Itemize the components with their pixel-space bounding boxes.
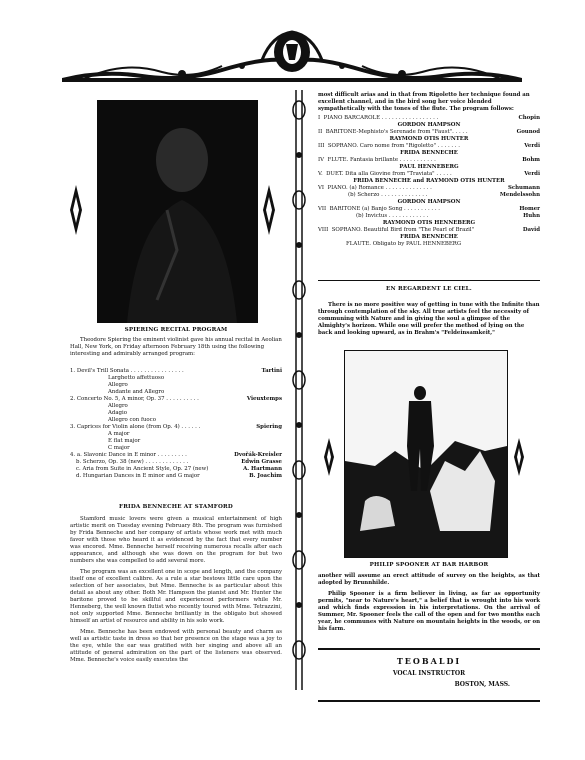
program-entry: (b) Invictus . . . . . . . . . . . . Huhn RAYMOND OTIS HENNEBERG bbox=[356, 213, 540, 226]
program-entry: VII BARITONE (a) Banjo Song . . . . . . . . . . . Homer bbox=[318, 206, 540, 212]
program-entry: I PIANO BARCAROLE . . . . . . . . . . . . . . . . . Chopin GORDON HAMPSON bbox=[318, 115, 540, 128]
program-entry: V. DUET. Dita alla Giovine from "Traviata" . . . . . Verdi FRIDA BENNECHE and RAYMOND OTIS HUNTER bbox=[318, 171, 540, 184]
program-entry: II BARITONE-Mephisto's Serenade from "Faust". . . . . Gounod RAYMOND OTIS HUNTER bbox=[318, 129, 540, 142]
program-entry: FLAUTE. Obligato by PAUL HENNEBERG bbox=[346, 241, 462, 247]
spiering-intro: Theodore Spiering the eminent violinist gave his annual recital in Aeolian Hall, New York, on Friday afternoon February 18th using the following interesting and admirably arranged program: bbox=[70, 337, 282, 357]
bar-harbor-photo bbox=[344, 350, 508, 558]
ciel-body: another will assume an erect attitude of survey on the heights, as that adopted by Brunnhilde. Philip Spooner is a firm believer in living, as far as opportunity permits, "near to Nature's heart," a belief that is wrought into his work and which finds expression in his interpretations. On the arrival of Summer, Mr. Spooner feels the call of the open and for two months each year, he communes with Nature on mountain heights in the woods, or on his farm. bbox=[318, 573, 540, 632]
program-entry: (b) Scherzo . . . . . . . . . . . . . . Mendelssohn GORDON HAMPSON bbox=[348, 192, 540, 205]
beneche-body: Stamford music lovers were given a musical entertainment of high artistic merit on Tuesday evening February 8th. The program was furnished by Frida Benneche and her company of artists whose work met with much favor with those who heard it as evidenced by the fact that every number was encored. Mme. Benneche herself receiving numerous recalls after each appearance, and although she was down on the program for but two numbers she was compelled to add several more. The program was an excellent one in scope and length, and the company itself one of excellent calibre. As a rule a star bestows little care upon the selection of her associates, but Mme. Benneche is as particular about this detail as about any other. Both Mr. Hampson the pianist and Mr. Hunter the baritone proved to be skillful and experienced performers while Mr. Henneberg, the well known flutist who recently toured with Mme. Tetrazzini, not only supported Mme. Benneche brilliantly in the obligato but showed himself an artist of resource and ability in his solo work. Mme. Benneche has been endowed with personal beauty and charm as well as artistic taste in dress so that her presence on the stage was a joy to the eye, while the ear was gratified with her singing and above all an attitude of general admiration on the part of the listeners was observed. Mme. Benneche's voice easily executes the bbox=[70, 516, 282, 663]
spiering-heading: SPIERING RECITAL PROGRAM bbox=[124, 327, 228, 333]
program-item: 2. Concerto No. 5, A minor, Op. 37 . . . . . . . . . . Vieuxtemps Allegro Adagio Allegro con fuoco bbox=[70, 396, 282, 423]
ornamental-header bbox=[62, 30, 522, 85]
program-entry: III SOPRANO. Caro nome from "Rigoletto" . . . . . . . Verdi FRIDA BENNECHE bbox=[318, 143, 540, 156]
program-entry: VIII SOPRANO. Beautiful Bird from "The Pearl of Brazil" David FRIDA BENNECHE bbox=[318, 227, 540, 240]
program-item: 3. Caprices for Violin alone (from Op. 4) . . . . . . Spiering A major E flat major C major bbox=[70, 424, 282, 451]
diamond-ornament-left bbox=[70, 185, 82, 235]
diamond-ornament-photo-left bbox=[324, 438, 334, 476]
program-entry: VI PIANO. (a) Romance . . . . . . . . . . . . . . Schumann bbox=[318, 185, 540, 191]
ciel-intro: There is no more positive way of getting in tune with the Infinite than through contemplation of the sky. All true artists feel the necessity of communing with Nature and in giving the soul a glimpse of the Almighty's horizon. While one will prefer the method of lying on the back and looking upward, as in Brahm's "Feldeinsamkeit," bbox=[318, 302, 540, 336]
program-item: 4. a. Slavonic Dance in E minor . . . . . . . . . Dvořák-Kreisler bbox=[70, 452, 282, 458]
beneche-heading: FRIDA BENNECHE AT STAMFORD bbox=[119, 504, 233, 510]
spiering-program: 1. Devil's Trill Sonata . . . . . . . . . . . . . . . . Tartini Larghetto affettuoso Allegro Andante and Allegro 2. Concerto No. 5, A minor, Op. 37 . . . . . . . . . . Vieuxtemps Allegro Adagio Allegro con fuoco 3. Caprices for Violin alone (from Op. 4) . . . . . . Spiering A major E flat major C major 4. a. Slavonic Dance in E minor . . . . . . . . . Dvořák-Kreisler b. Scherzo, Op. 38 (new) . . . . . . . . . . . . . Edwin Grasse c. Aria from Suite in Ancient Style, Op. 27 (new) A. Hartmann d. Hungarian Dances in E minor and G major B. Joachim bbox=[70, 368, 282, 479]
section-rule bbox=[318, 280, 540, 281]
portrait-photo bbox=[97, 100, 258, 323]
ad-title: VOCAL INSTRUCTOR bbox=[392, 670, 466, 677]
bar-harbor-scene bbox=[345, 351, 507, 557]
teobaldi-ad bbox=[318, 648, 540, 702]
ad-city: BOSTON, MASS. bbox=[454, 681, 510, 688]
ciel-heading: EN REGARDENT LE CIEL. bbox=[386, 286, 472, 292]
photo-caption: PHILIP SPOONER AT BAR HARBOR bbox=[369, 562, 489, 568]
column-divider-ornament bbox=[292, 90, 306, 690]
beneche-continued: most difficult arias and in that from Rigoletto her technique found an excellent channel, and in the bird song her voice blended sympathetically with the tones of the flute. The program follows: bbox=[318, 92, 530, 112]
program-entry: IV FLUTE. Fantasia brillante . . . . . . . . . . . Bohm PAUL HENNEBERG bbox=[318, 157, 540, 170]
concert-program bbox=[318, 115, 540, 248]
portrait-figure bbox=[97, 100, 258, 323]
diamond-ornament-photo-right bbox=[514, 438, 524, 476]
program-item: 1. Devil's Trill Sonata . . . . . . . . . . . . . . . . Tartini Larghetto affettuoso Allegro Andante and Allegro bbox=[70, 368, 282, 395]
ad-name: TEOBALDI bbox=[396, 656, 462, 666]
diamond-ornament-right bbox=[263, 185, 275, 235]
